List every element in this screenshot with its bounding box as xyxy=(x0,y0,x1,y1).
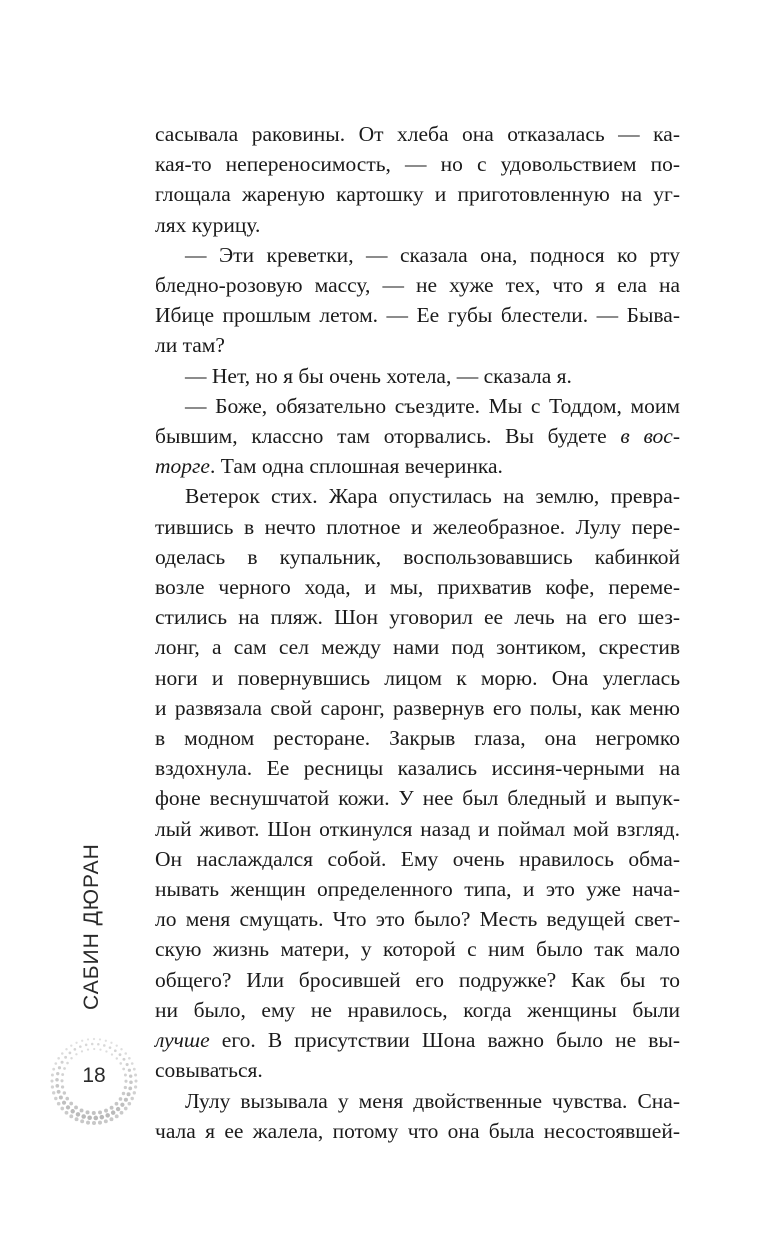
text-line xyxy=(155,481,680,511)
text-line xyxy=(155,451,680,481)
decorative-dot xyxy=(81,1050,83,1052)
paragraph xyxy=(155,119,680,240)
decorative-dot xyxy=(124,1086,127,1089)
decorative-dot xyxy=(70,1045,72,1047)
text-line xyxy=(155,934,680,964)
decorative-dot xyxy=(105,1040,107,1042)
decorative-dot xyxy=(128,1102,132,1106)
text-segment: совываться. xyxy=(155,1058,263,1083)
decorative-dot xyxy=(119,1062,122,1065)
decorative-dot xyxy=(103,1044,106,1047)
decorative-dot xyxy=(116,1045,118,1047)
decorative-dot xyxy=(70,1109,74,1113)
text-segment: . Там одна сплошная вечеринка. xyxy=(209,454,503,479)
decorative-dot xyxy=(64,1056,67,1059)
text-segment: Ветерок стих. Жара опустилась на землю, превра- xyxy=(185,484,680,509)
paragraph xyxy=(155,240,680,361)
decorative-dot xyxy=(124,1074,127,1077)
decorative-dot xyxy=(98,1121,102,1125)
text-line xyxy=(155,1086,680,1116)
decorative-dot xyxy=(87,1038,89,1040)
decorative-dot xyxy=(65,1097,69,1101)
text-segment: чала я ее жалела, потому что она была несостоявшей- xyxy=(155,1118,680,1143)
decorative-dot xyxy=(61,1085,64,1088)
decorative-dot xyxy=(62,1101,66,1105)
decorative-dot xyxy=(61,1073,64,1076)
decorative-dot xyxy=(134,1074,137,1077)
text-line xyxy=(155,904,680,934)
text-segment: вздохнула. Ее ресницы казались иссиня-черными на xyxy=(155,756,680,781)
decorative-dot xyxy=(66,1062,69,1065)
text-line xyxy=(155,1116,680,1146)
decorative-dot xyxy=(75,1117,79,1121)
decorative-dot xyxy=(105,1113,110,1118)
decorative-dot xyxy=(86,1121,90,1125)
text-segment: в модном ресторане. Закрыв глаза, она негромко xyxy=(155,726,680,751)
decorative-dot xyxy=(59,1095,63,1099)
text-line xyxy=(155,421,680,451)
text-line xyxy=(155,330,680,360)
decorative-dot xyxy=(127,1092,131,1096)
decorative-dot xyxy=(58,1066,61,1069)
decorative-dot xyxy=(133,1091,136,1094)
decorative-dot xyxy=(57,1090,61,1094)
text-line xyxy=(155,119,680,149)
decorative-dot xyxy=(51,1085,54,1088)
decorative-dot xyxy=(129,1080,133,1084)
decorative-dot xyxy=(114,1049,117,1052)
decorative-dot xyxy=(116,1107,120,1111)
text-segment: стились на пляж. Шон уговорил ее лечь на его шез- xyxy=(155,605,680,630)
text-segment: бледно-розовую массу, — не хуже тех, что я ела на xyxy=(155,273,680,298)
text-segment: — Эти креветки, — сказала она, поднося ко рту xyxy=(185,242,680,267)
decorative-dot xyxy=(55,1078,59,1082)
text-line xyxy=(155,1025,680,1055)
decorative-dot xyxy=(61,1061,64,1064)
decorative-dot xyxy=(70,1057,72,1059)
decorative-dot xyxy=(98,1110,102,1114)
decorative-dot xyxy=(124,1107,128,1111)
decorative-dot xyxy=(54,1062,57,1065)
decorative-dot xyxy=(75,1042,77,1044)
decorative-dot xyxy=(122,1058,125,1061)
decorative-dot xyxy=(100,1115,105,1120)
decorative-dot xyxy=(133,1068,136,1071)
decorative-dot xyxy=(131,1062,134,1065)
decorative-dot xyxy=(54,1097,57,1100)
decorative-dot xyxy=(93,1116,98,1121)
decorative-dot xyxy=(134,1079,137,1082)
decorative-dot xyxy=(104,1119,108,1123)
decorative-dot xyxy=(93,1038,95,1040)
decorative-dot xyxy=(69,1114,73,1118)
page-number: 18 xyxy=(82,1064,106,1087)
text-segment: — Нет, но я бы очень хотела, — сказала я. xyxy=(185,363,572,388)
text-segment: возле черного хода, и мы, прихватив кофе, переме- xyxy=(155,575,680,600)
decorative-dot xyxy=(122,1092,125,1095)
text-line xyxy=(155,874,680,904)
text-line xyxy=(155,844,680,874)
decorative-dot xyxy=(128,1086,132,1090)
text-segment: кая-то непереносимость, — но с удовольствием по- xyxy=(155,152,680,177)
text-segment: лонг, а сам сел между нами под зонтиком, скрестив xyxy=(155,635,680,660)
text-segment: скую жизнь матери, у которой с ним было так мало xyxy=(155,937,680,962)
decorative-dot xyxy=(105,1050,107,1052)
text-line xyxy=(155,693,680,723)
text-line xyxy=(155,361,680,391)
text-segment: ни было, ему не нравилось, когда женщины были xyxy=(155,997,680,1022)
text-line xyxy=(155,1055,680,1085)
decorative-dot xyxy=(81,1114,86,1119)
decorative-dot xyxy=(55,1084,59,1088)
body-text xyxy=(155,119,680,1146)
decorative-dot xyxy=(116,1057,118,1059)
decorative-dot xyxy=(66,1105,70,1109)
decorative-dot xyxy=(93,1048,95,1050)
text-line xyxy=(155,632,680,662)
text-segment: и развязала свой саронг, развернув его полы, как меню xyxy=(155,695,680,720)
decorative-dot xyxy=(124,1052,127,1055)
text-segment: ли там? xyxy=(155,333,225,358)
paragraph xyxy=(155,361,680,391)
decorative-dot xyxy=(69,1102,73,1106)
text-line xyxy=(155,300,680,330)
decorative-dot xyxy=(99,1049,101,1051)
decorative-dot xyxy=(120,1103,124,1107)
text-line xyxy=(155,210,680,240)
decorative-dot xyxy=(80,1109,84,1113)
text-line xyxy=(155,663,680,693)
decorative-dot xyxy=(57,1057,60,1060)
text-line xyxy=(155,270,680,300)
text-line xyxy=(155,179,680,209)
text-segment: ло меня смущать. Что это было? Месть ведущей свет- xyxy=(155,907,680,932)
decorative-dot xyxy=(80,1119,84,1123)
text-segment: сасывала раковины. От хлеба она отказалась — ка- xyxy=(155,122,680,146)
text-segment: его. В присутствии Шона важно было не вы- xyxy=(209,1028,680,1053)
decorative-dot xyxy=(52,1068,55,1071)
decorative-dot xyxy=(61,1052,64,1055)
decorative-dot xyxy=(74,1106,78,1110)
text-line xyxy=(155,512,680,542)
decorative-dot xyxy=(128,1069,131,1072)
text-segment: ноги и повернувшись лицом к морю. Она улеглась xyxy=(155,665,680,690)
decorative-dot xyxy=(111,1053,113,1055)
decorative-dot xyxy=(57,1102,61,1106)
decorative-dot xyxy=(60,1107,64,1111)
text-segment: лях курицу. xyxy=(155,212,261,237)
decorative-dot xyxy=(119,1053,122,1056)
decorative-dot xyxy=(119,1097,123,1101)
decorative-dot xyxy=(129,1074,132,1077)
text-segment: тившись в нечто плотное и желеобразное. Лулу пере- xyxy=(155,514,680,539)
text-segment: лый живот. Шон откинулся назад и поймал мой взгляд. xyxy=(155,816,680,841)
text-line xyxy=(155,391,680,421)
decorative-dot xyxy=(128,1057,131,1060)
text-line xyxy=(155,783,680,813)
text-segment: нывать женщин определенного типа, и это уже нача- xyxy=(155,877,680,902)
paragraph xyxy=(155,1086,680,1146)
text-segment: фоне веснушчатой кожи. У нее был бледный и выпук- xyxy=(155,786,680,811)
decorative-dot xyxy=(87,1048,89,1050)
decorative-dot xyxy=(109,1117,113,1121)
decorative-dot xyxy=(63,1067,66,1070)
decorative-dot xyxy=(126,1063,129,1066)
decorative-dot xyxy=(92,1121,96,1125)
text-line xyxy=(155,753,680,783)
text-line xyxy=(155,240,680,270)
text-line xyxy=(155,542,680,572)
text-segment: глощала жареную картошку и приготовленную на уг- xyxy=(155,182,680,207)
decorative-dot xyxy=(92,1111,96,1115)
decorative-dot xyxy=(79,1045,82,1048)
text-line xyxy=(155,572,680,602)
decorative-dot xyxy=(69,1052,72,1055)
text-line xyxy=(155,149,680,179)
text-segment: — Боже, обязательно съездите. Мы с Тоддом, моим xyxy=(185,393,680,418)
italic-segment: лучше xyxy=(155,1028,210,1053)
decorative-dot xyxy=(115,1114,119,1118)
decorative-dot xyxy=(50,1079,53,1082)
decorative-dot xyxy=(56,1072,59,1075)
text-line xyxy=(155,814,680,844)
decorative-dot xyxy=(76,1112,81,1117)
italic-segment: в вос- xyxy=(620,424,680,449)
decorative-dot xyxy=(74,1048,77,1051)
decorative-dot xyxy=(124,1080,127,1083)
decorative-dot xyxy=(65,1048,67,1050)
decorative-dot xyxy=(52,1091,55,1094)
text-segment: бывшим, классно там оторвались. Вы будете xyxy=(155,424,621,449)
decorative-dot xyxy=(115,1102,119,1106)
text-segment: Лулу вызывала у меня двойственные чувства. Сна- xyxy=(185,1088,680,1113)
decorative-dot xyxy=(124,1098,128,1102)
text-segment: оделась в купальник, воспользовавшись кабинкой xyxy=(155,544,680,569)
decorative-dot xyxy=(110,1106,114,1110)
text-line xyxy=(155,995,680,1025)
decorative-dot xyxy=(120,1111,124,1115)
decorative-dot xyxy=(97,1043,100,1046)
decorative-dot xyxy=(91,1043,94,1046)
decorative-dot xyxy=(85,1044,88,1047)
decorative-dot xyxy=(104,1109,108,1113)
text-segment: Он наслаждался собой. Ему очень нравилось обма- xyxy=(155,846,680,871)
decorative-dot xyxy=(75,1053,77,1055)
decorative-dot xyxy=(130,1097,133,1100)
text-segment: Ибице прошлым летом. — Ее губы блестели. — Быва- xyxy=(155,303,680,328)
text-line xyxy=(155,723,680,753)
italic-segment: торге xyxy=(155,454,210,479)
decorative-dot xyxy=(87,1115,92,1120)
decorative-dot xyxy=(51,1074,54,1077)
decorative-dot xyxy=(122,1068,125,1071)
decorative-dot xyxy=(111,1110,115,1114)
decorative-dot xyxy=(110,1042,112,1044)
text-line xyxy=(155,602,680,632)
decorative-dot xyxy=(109,1046,112,1049)
decorative-dot xyxy=(120,1048,122,1050)
decorative-dot xyxy=(86,1110,90,1114)
decorative-dot xyxy=(99,1038,101,1040)
decorative-dot xyxy=(65,1111,69,1115)
paragraph xyxy=(155,391,680,482)
text-segment: общего? Или бросившей его подружке? Как бы то xyxy=(155,967,680,992)
text-line xyxy=(155,965,680,995)
decorative-dot xyxy=(134,1085,137,1088)
author-running-head: САБИН ДЮРАН xyxy=(80,843,103,1010)
decorative-dot xyxy=(81,1040,83,1042)
decorative-dot xyxy=(60,1079,63,1082)
decorative-dot xyxy=(63,1091,66,1094)
paragraph xyxy=(155,481,680,1085)
